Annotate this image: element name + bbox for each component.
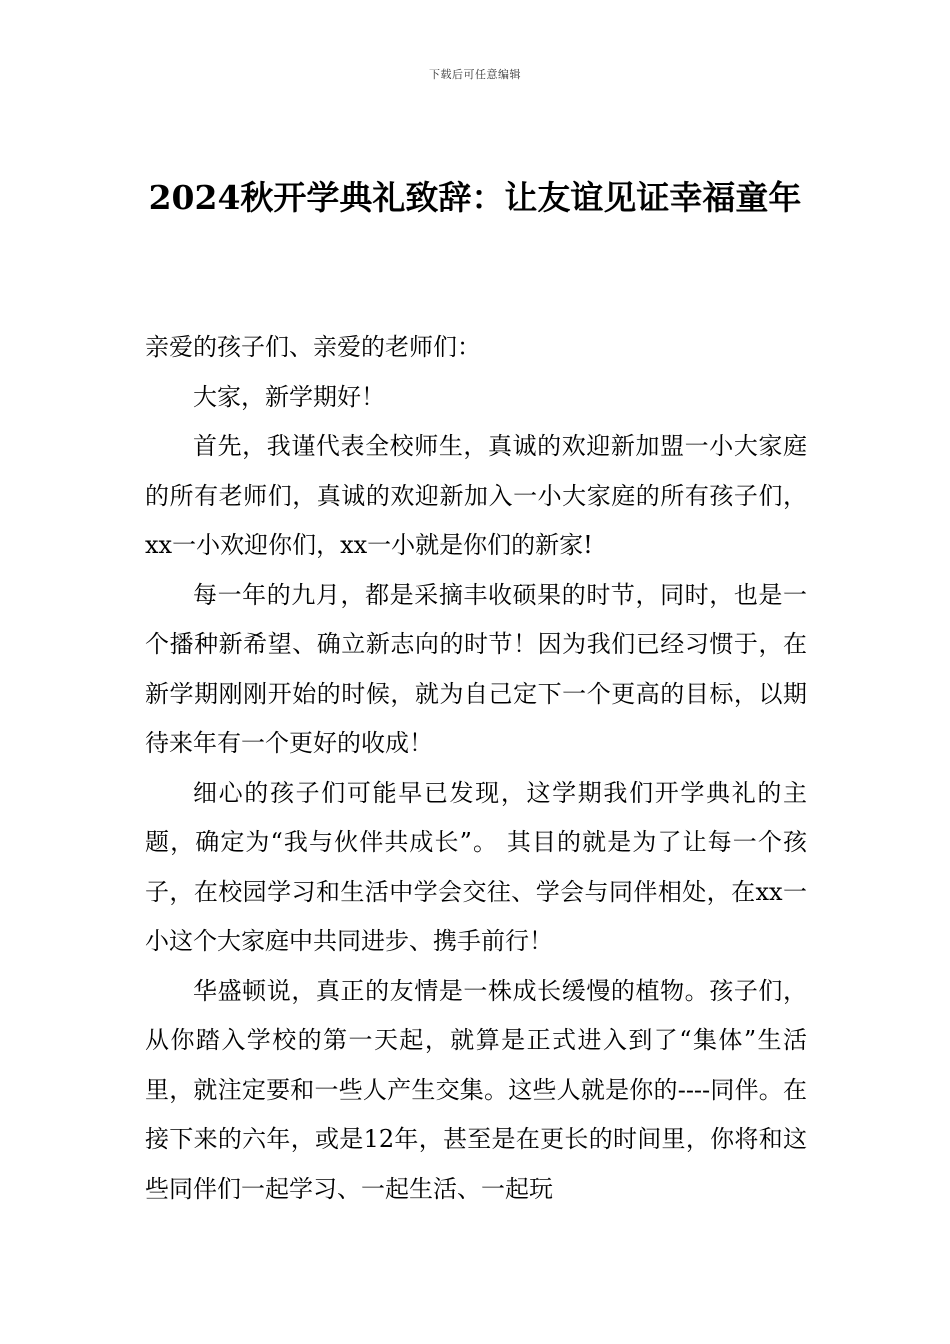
- header-note: 下载后可任意编辑: [429, 68, 521, 81]
- paragraph-greeting: 大家，新学期好！: [193, 382, 385, 411]
- paragraph-september: 每一年的九月，都是采摘丰收硕果的时节，同时，也是一个播种新希望、确立新志向的时节！因为我们已经习惯于，在新学期刚刚开始的时候，就为自己定下一个更高的目标，以期待来年有一个更好的收成！: [145, 580, 807, 757]
- paragraph-theme: 细心的孩子们可能早已发现，这学期我们开学典礼的主题，确定为“我与伙伴共成长”。 其目的就是为了让每一个孩子，在校园学习和生活中学会交往、学会与同伴相处，在xx一小这个大家庭中共同进步、携手前行！: [145, 778, 807, 955]
- document-body: [145, 323, 807, 1214]
- paragraph-welcome: 首先，我谨代表全校师生，真诚的欢迎新加盟一小大家庭的所有老师们，真诚的欢迎新加入一小大家庭的所有孩子们，xx一小欢迎你们，xx一小就是你们的新家!: [145, 432, 807, 559]
- document-title: 2024秋开学典礼致辞：让友谊见证幸福童年: [148, 178, 802, 217]
- salutation: 亲爱的孩子们、亲爱的老师们：: [145, 333, 481, 361]
- paragraph-friendship: 华盛顿说，真正的友情是一株成长缓慢的植物。孩子们，从你踏入学校的第一天起，就算是正式进入到了“集体”生活里，就注定要和一些人产生交集。这些人就是你的----同伴。在接下来的六年，或是12年，甚至是在更长的时间里，你将和这些同伴们一起学习、一起生活、一起玩: [145, 976, 807, 1203]
